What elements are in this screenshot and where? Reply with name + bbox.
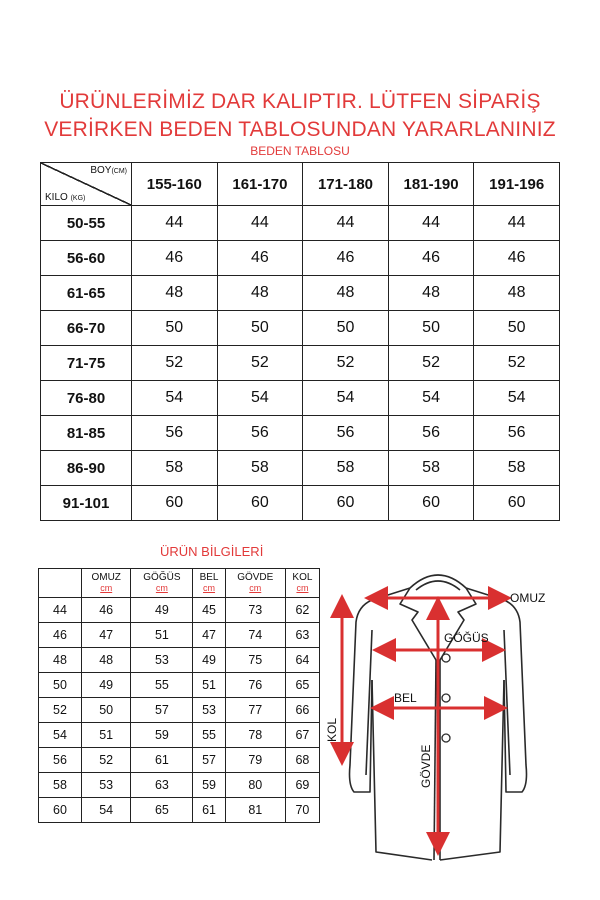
info-col-header: GÖĞÜS cm	[131, 569, 193, 598]
govde-label: GÖVDE	[419, 744, 433, 788]
size-value-cell: 52	[388, 346, 474, 381]
size-table-row	[41, 346, 560, 381]
info-value-cell: 51	[82, 723, 131, 748]
size-value-cell: 46	[474, 241, 560, 276]
size-value-cell: 56	[388, 416, 474, 451]
info-value-cell: 68	[285, 748, 319, 773]
size-value-cell: 58	[217, 451, 303, 486]
info-value-cell: 81	[225, 798, 285, 823]
size-value-cell: 44	[474, 206, 560, 241]
info-size-cell: 52	[39, 698, 82, 723]
kilo-range-cell: 61-65	[41, 276, 132, 311]
size-value-cell: 54	[474, 381, 560, 416]
info-value-cell: 80	[225, 773, 285, 798]
kilo-range-cell: 71-75	[41, 346, 132, 381]
kilo-range-cell: 56-60	[41, 241, 132, 276]
size-value-cell: 58	[132, 451, 218, 486]
info-value-cell: 63	[131, 773, 193, 798]
size-table-row	[41, 381, 560, 416]
size-table-row	[41, 451, 560, 486]
size-value-cell: 58	[303, 451, 389, 486]
info-size-cell: 54	[39, 723, 82, 748]
info-value-cell: 47	[82, 623, 131, 648]
size-value-cell: 56	[474, 416, 560, 451]
size-value-cell: 54	[388, 381, 474, 416]
button-2	[442, 694, 450, 702]
info-col-header: GÖVDE cm	[225, 569, 285, 598]
size-value-cell: 46	[132, 241, 218, 276]
info-value-cell: 73	[225, 598, 285, 623]
info-col-header: OMUZ cm	[82, 569, 131, 598]
size-value-cell: 52	[132, 346, 218, 381]
info-value-cell: 78	[225, 723, 285, 748]
size-value-cell: 60	[132, 486, 218, 521]
size-value-cell: 48	[474, 276, 560, 311]
size-table-row	[41, 311, 560, 346]
info-value-cell: 45	[193, 598, 225, 623]
info-value-cell: 61	[193, 798, 225, 823]
kol-label: KOL	[325, 717, 339, 742]
size-value-cell: 52	[217, 346, 303, 381]
info-table-row	[39, 673, 320, 698]
coat-diagram	[320, 560, 600, 870]
info-value-cell: 74	[225, 623, 285, 648]
info-size-cell: 58	[39, 773, 82, 798]
size-col-header: 161-170	[217, 163, 303, 206]
info-value-cell: 66	[285, 698, 319, 723]
size-value-cell: 60	[388, 486, 474, 521]
size-value-cell: 50	[132, 311, 218, 346]
size-value-cell: 48	[388, 276, 474, 311]
kilo-range-cell: 81-85	[41, 416, 132, 451]
info-table-row	[39, 723, 320, 748]
size-table-row	[41, 416, 560, 451]
info-value-cell: 77	[225, 698, 285, 723]
product-info-title: ÜRÜN BİLGİLERİ	[160, 544, 264, 559]
size-value-cell: 58	[474, 451, 560, 486]
info-value-cell: 51	[193, 673, 225, 698]
info-value-cell: 61	[131, 748, 193, 773]
size-value-cell: 46	[388, 241, 474, 276]
size-col-header: 181-190	[388, 163, 474, 206]
info-value-cell: 53	[131, 648, 193, 673]
info-size-cell: 46	[39, 623, 82, 648]
gogus-label: GÖĞÜS	[444, 631, 489, 645]
info-value-cell: 46	[82, 598, 131, 623]
size-value-cell: 52	[474, 346, 560, 381]
size-table-row	[41, 206, 560, 241]
size-value-cell: 60	[303, 486, 389, 521]
size-value-cell: 50	[388, 311, 474, 346]
info-value-cell: 75	[225, 648, 285, 673]
info-table-row	[39, 698, 320, 723]
size-value-cell: 58	[388, 451, 474, 486]
size-value-cell: 48	[303, 276, 389, 311]
info-value-cell: 55	[131, 673, 193, 698]
size-value-cell: 46	[303, 241, 389, 276]
info-corner-cell	[39, 569, 82, 598]
info-value-cell: 59	[131, 723, 193, 748]
corner-kilo-label: KILO (KG)	[45, 192, 86, 203]
size-value-cell: 48	[217, 276, 303, 311]
size-col-header: 191-196	[474, 163, 560, 206]
size-value-cell: 60	[217, 486, 303, 521]
size-table-row	[41, 486, 560, 521]
size-table-row	[41, 241, 560, 276]
kilo-range-cell: 86-90	[41, 451, 132, 486]
product-info-table	[38, 568, 320, 823]
size-value-cell: 48	[132, 276, 218, 311]
info-size-cell: 48	[39, 648, 82, 673]
size-table	[40, 162, 560, 521]
size-value-cell: 44	[132, 206, 218, 241]
info-value-cell: 57	[193, 748, 225, 773]
info-value-cell: 65	[131, 798, 193, 823]
info-value-cell: 64	[285, 648, 319, 673]
info-table-header-row	[39, 569, 320, 598]
info-value-cell: 67	[285, 723, 319, 748]
size-value-cell: 44	[388, 206, 474, 241]
size-table-row	[41, 276, 560, 311]
size-value-cell: 50	[474, 311, 560, 346]
info-value-cell: 63	[285, 623, 319, 648]
size-value-cell: 54	[217, 381, 303, 416]
info-value-cell: 57	[131, 698, 193, 723]
button-1	[442, 654, 450, 662]
info-value-cell: 65	[285, 673, 319, 698]
size-value-cell: 46	[217, 241, 303, 276]
heading-line-2: VERİRKEN BEDEN TABLOSUNDAN YARARLANINIZ	[44, 118, 556, 141]
info-value-cell: 48	[82, 648, 131, 673]
info-value-cell: 51	[131, 623, 193, 648]
size-table-header-row	[41, 163, 560, 206]
info-value-cell: 59	[193, 773, 225, 798]
size-value-cell: 60	[474, 486, 560, 521]
info-size-cell: 56	[39, 748, 82, 773]
info-size-cell: 60	[39, 798, 82, 823]
info-value-cell: 62	[285, 598, 319, 623]
size-value-cell: 50	[217, 311, 303, 346]
info-table-row	[39, 798, 320, 823]
kilo-range-cell: 91-101	[41, 486, 132, 521]
info-value-cell: 54	[82, 798, 131, 823]
info-value-cell: 69	[285, 773, 319, 798]
info-value-cell: 79	[225, 748, 285, 773]
info-value-cell: 49	[193, 648, 225, 673]
info-value-cell: 70	[285, 798, 319, 823]
info-value-cell: 53	[82, 773, 131, 798]
size-value-cell: 44	[303, 206, 389, 241]
size-table-title: BEDEN TABLOSU	[250, 144, 350, 158]
corner-boy-label: BOY(CM)	[90, 165, 127, 176]
info-size-cell: 50	[39, 673, 82, 698]
info-col-header: BEL cm	[193, 569, 225, 598]
info-table-row	[39, 773, 320, 798]
size-value-cell: 50	[303, 311, 389, 346]
info-value-cell: 47	[193, 623, 225, 648]
button-3	[442, 734, 450, 742]
heading-line-1: ÜRÜNLERİMİZ DAR KALIPTIR. LÜTFEN SİPARİŞ	[59, 90, 541, 113]
size-value-cell: 56	[132, 416, 218, 451]
omuz-label: OMUZ	[510, 591, 546, 605]
info-value-cell: 50	[82, 698, 131, 723]
info-table-row	[39, 748, 320, 773]
info-table-row	[39, 598, 320, 623]
info-value-cell: 55	[193, 723, 225, 748]
size-value-cell: 56	[217, 416, 303, 451]
size-value-cell: 56	[303, 416, 389, 451]
bel-label: BEL	[394, 691, 417, 705]
size-value-cell: 44	[217, 206, 303, 241]
kilo-range-cell: 66-70	[41, 311, 132, 346]
size-table-corner	[41, 163, 132, 206]
info-size-cell: 44	[39, 598, 82, 623]
size-value-cell: 54	[132, 381, 218, 416]
info-value-cell: 76	[225, 673, 285, 698]
info-value-cell: 49	[131, 598, 193, 623]
size-value-cell: 52	[303, 346, 389, 381]
size-col-header: 155-160	[132, 163, 218, 206]
info-col-header: KOL cm	[285, 569, 319, 598]
info-table-row	[39, 648, 320, 673]
kilo-range-cell: 50-55	[41, 206, 132, 241]
info-value-cell: 52	[82, 748, 131, 773]
size-col-header: 171-180	[303, 163, 389, 206]
info-table-row	[39, 623, 320, 648]
info-value-cell: 49	[82, 673, 131, 698]
kilo-range-cell: 76-80	[41, 381, 132, 416]
info-value-cell: 53	[193, 698, 225, 723]
size-value-cell: 54	[303, 381, 389, 416]
